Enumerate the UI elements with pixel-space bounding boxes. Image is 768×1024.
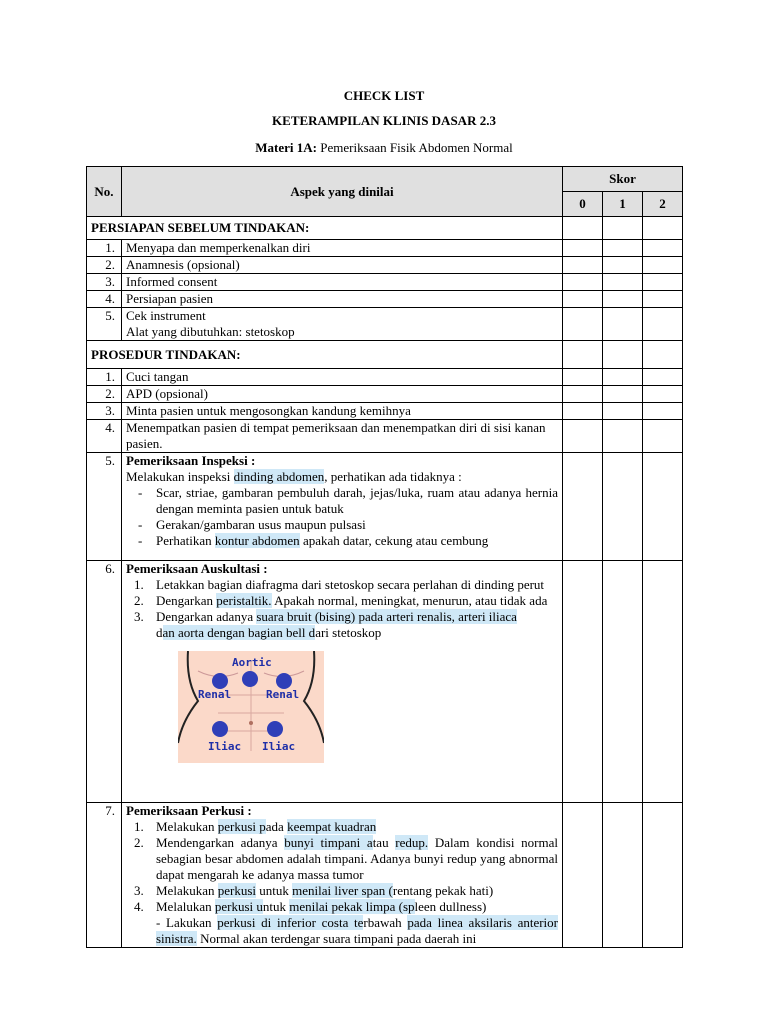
score-cell[interactable] xyxy=(643,217,683,240)
row-number: 1. xyxy=(87,240,122,257)
table-row xyxy=(87,274,683,291)
row-text: Menyapa dan memperkenalkan diri xyxy=(122,240,563,257)
score-cell[interactable] xyxy=(563,420,603,453)
aortic-point xyxy=(242,671,258,687)
highlight-span: perkusi p xyxy=(217,819,266,834)
label-iliac-right: Iliac xyxy=(262,740,296,753)
text-span: Mendengarkan adanya xyxy=(156,835,285,850)
row-text xyxy=(122,308,563,341)
title-keterampilan: KETERAMPILAN KLINIS DASAR 2.3 xyxy=(272,113,496,128)
highlight-span: bunyi timpani a xyxy=(284,835,373,850)
row-text: Informed consent xyxy=(122,274,563,291)
text-span: Melakukan xyxy=(156,819,218,834)
score-cell[interactable] xyxy=(643,274,683,291)
item-number: 3. xyxy=(134,609,144,624)
section-persiapan: PERSIAPAN SEBELUM TINDAKAN: xyxy=(87,217,563,240)
row-number: 7. xyxy=(87,803,122,948)
row-number: 3. xyxy=(87,403,122,420)
table-row-auskultasi xyxy=(87,561,683,803)
highlight-span: redup. xyxy=(395,835,429,850)
inspeksi-item: - Perhatikan kontur abdomen apakah datar, cekung atau cembung xyxy=(138,533,489,548)
perkusi-item xyxy=(126,899,558,915)
text-span: rentang pekak hati) xyxy=(392,883,494,898)
header-no: No. xyxy=(87,167,122,217)
materi-line xyxy=(0,140,768,156)
score-cell[interactable] xyxy=(563,308,603,341)
auskultasi-item xyxy=(126,609,558,641)
score-cell[interactable] xyxy=(643,803,683,948)
inspeksi-content xyxy=(122,453,563,561)
title-check-list: CHECK LIST xyxy=(343,88,425,103)
score-cell[interactable] xyxy=(643,386,683,403)
score-cell[interactable] xyxy=(603,369,643,386)
iliac-right-point xyxy=(267,721,283,737)
highlight-span: menilai pekak limpa (sp xyxy=(289,899,415,914)
inspeksi-item: - Scar, striae, gambaran pembuluh darah, jejas/luka, ruam atau adanya hernia dengan meminta pasien untuk batuk xyxy=(138,485,558,516)
score-cell[interactable] xyxy=(563,403,603,420)
score-cell[interactable] xyxy=(563,341,603,369)
table-row xyxy=(87,240,683,257)
score-cell[interactable] xyxy=(603,308,643,341)
highlight-span: pada linea aksilaris anterior sinistra. xyxy=(156,915,558,946)
score-cell[interactable] xyxy=(643,420,683,453)
checklist-table xyxy=(86,166,683,948)
materi-text: Pemeriksaan Fisik Abdomen Normal xyxy=(320,140,513,155)
text-span: Dengarkan xyxy=(156,593,217,608)
table-row-perkusi xyxy=(87,803,683,948)
score-cell[interactable] xyxy=(563,803,603,948)
row-number: 3. xyxy=(87,274,122,291)
perkusi-subitem xyxy=(126,915,558,947)
score-cell[interactable] xyxy=(603,341,643,369)
row-number: 2. xyxy=(87,386,122,403)
score-cell[interactable] xyxy=(603,257,643,274)
table-row xyxy=(87,369,683,386)
row-number: 4. xyxy=(87,420,122,453)
score-cell[interactable] xyxy=(563,453,603,561)
perkusi-item xyxy=(126,883,558,899)
text-span: Normal akan terdengar suara timpani pada daerah ini xyxy=(196,931,477,946)
text-span: Letakkan bagian diafragma dari stetoskop secara perlahan di dinding perut xyxy=(156,577,545,592)
label-renal-left: Renal xyxy=(198,688,232,701)
highlight-span: suara bruit (bising) pada arteri renalis, arteri iliaca xyxy=(256,609,517,624)
score-cell[interactable] xyxy=(603,274,643,291)
row-number: 5. xyxy=(87,308,122,341)
highlight-span: perkusi xyxy=(217,883,257,898)
header-skor: Skor xyxy=(563,167,683,192)
score-cell[interactable] xyxy=(563,561,603,803)
highlight-span: peristaltik. xyxy=(216,593,272,608)
perkusi-item xyxy=(126,819,558,835)
perkusi-heading: Pemeriksaan Perkusi : xyxy=(126,803,252,818)
row-text-line1: Cek instrument xyxy=(126,308,206,323)
score-cell[interactable] xyxy=(563,291,603,308)
text-span: - Lakukan xyxy=(156,915,218,930)
header-row xyxy=(87,167,683,192)
row-number: 4. xyxy=(87,291,122,308)
row-number: 1. xyxy=(87,369,122,386)
highlight-span: an aorta dengan bagian bell d xyxy=(162,625,316,640)
text-span: apakah datar, cekung atau cembung xyxy=(299,533,489,548)
text-span: Melakukan inspeksi xyxy=(126,469,234,484)
text-span: ari stetoskop xyxy=(315,625,382,640)
row-text: Cuci tangan xyxy=(122,369,563,386)
highlight-span: dinding abdomen xyxy=(233,469,325,484)
auskultasi-content xyxy=(122,561,563,803)
text-span: d xyxy=(156,625,163,640)
header-skor-0: 0 xyxy=(563,192,603,217)
row-number: 2. xyxy=(87,257,122,274)
section-row xyxy=(87,217,683,240)
table-row-inspeksi xyxy=(87,453,683,561)
highlight-span: keempat kuadran xyxy=(287,819,377,834)
perkusi-item xyxy=(126,835,558,883)
section-row xyxy=(87,341,683,369)
inspeksi-heading: Pemeriksaan Inspeksi : xyxy=(126,453,256,468)
text-span: untuk xyxy=(256,883,293,898)
row-text-line2: Alat yang dibutuhkan: stetoskop xyxy=(126,324,295,339)
score-cell[interactable] xyxy=(563,369,603,386)
score-cell[interactable] xyxy=(643,369,683,386)
label-iliac-left: Iliac xyxy=(208,740,242,753)
row-text: Menempatkan pasien di tempat pemeriksaan dan menempatkan diri di sisi kanan pasien. xyxy=(122,420,563,453)
text-span: Dengarkan adanya xyxy=(156,609,257,624)
text-span: leen dullness) xyxy=(414,899,487,914)
materi-label: Materi 1A: xyxy=(255,140,317,155)
text-span: Apakah normal, meningkat, menurun, atau tidak ada xyxy=(271,593,548,608)
score-cell[interactable] xyxy=(603,240,643,257)
highlight-span: perkusi u xyxy=(214,899,263,914)
score-cell[interactable] xyxy=(563,386,603,403)
score-cell[interactable] xyxy=(603,561,643,803)
score-cell[interactable] xyxy=(643,240,683,257)
score-cell[interactable] xyxy=(563,217,603,240)
table-row xyxy=(87,257,683,274)
score-cell[interactable] xyxy=(563,257,603,274)
auskultasi-item xyxy=(126,577,558,593)
score-cell[interactable] xyxy=(643,403,683,420)
item-number: 3. xyxy=(134,883,144,898)
table-row xyxy=(87,420,683,453)
score-cell[interactable] xyxy=(563,240,603,257)
row-text: APD (opsional) xyxy=(122,386,563,403)
highlight-span: perkusi di inferior costa te xyxy=(217,915,364,930)
row-number: 6. xyxy=(87,561,122,803)
row-number: 5. xyxy=(87,453,122,561)
label-aortic: Aortic xyxy=(232,656,272,669)
text-span: ntuk xyxy=(262,899,290,914)
text-span: Scar, striae, gambaran pembuluh darah, jejas/luka, ruam atau adanya hernia dengan meminta pasien untuk batuk xyxy=(156,485,558,516)
auskultasi-heading: Pemeriksaan Auskultasi : xyxy=(126,561,268,576)
score-cell[interactable] xyxy=(603,403,643,420)
label-renal-right: Renal xyxy=(266,688,300,701)
highlight-span: kontur abdomen xyxy=(214,533,300,548)
score-cell[interactable] xyxy=(643,291,683,308)
score-cell[interactable] xyxy=(643,341,683,369)
text-span: Melalukan xyxy=(156,899,215,914)
text-span: Melakukan xyxy=(156,883,218,898)
score-cell[interactable] xyxy=(603,453,643,561)
item-number: 4. xyxy=(134,899,144,914)
highlight-span: menilai liver span ( xyxy=(292,883,393,898)
score-cell[interactable] xyxy=(603,291,643,308)
text-span: , perhatikan ada tidaknya : xyxy=(324,469,462,484)
score-cell[interactable] xyxy=(643,308,683,341)
score-cell[interactable] xyxy=(643,257,683,274)
score-cell[interactable] xyxy=(603,217,643,240)
item-number: 1. xyxy=(134,819,144,834)
header-aspek: Aspek yang dinilai xyxy=(122,167,563,217)
row-text: Persiapan pasien xyxy=(122,291,563,308)
row-text: Minta pasien untuk mengosongkan kandung kemihnya xyxy=(122,403,563,420)
table-row xyxy=(87,403,683,420)
row-text: Anamnesis (opsional) xyxy=(122,257,563,274)
inspeksi-item: - Gerakan/gambaran usus maupun pulsasi xyxy=(138,517,366,532)
header-skor-2: 2 xyxy=(643,192,683,217)
score-cell[interactable] xyxy=(563,274,603,291)
item-number: 2. xyxy=(134,835,144,850)
abdomen-auscultation-diagram xyxy=(178,651,324,763)
score-cell[interactable] xyxy=(603,803,643,948)
perkusi-content xyxy=(122,803,563,948)
item-number: 2. xyxy=(134,593,144,608)
item-number: 1. xyxy=(134,577,144,592)
inspeksi-intro xyxy=(126,469,558,485)
section-prosedur: PROSEDUR TINDAKAN: xyxy=(87,341,563,369)
table-row xyxy=(87,308,683,341)
score-cell[interactable] xyxy=(643,561,683,803)
score-cell[interactable] xyxy=(603,386,643,403)
text-span: Gerakan/gambaran usus maupun pulsasi xyxy=(156,517,366,532)
auskultasi-item xyxy=(126,593,558,609)
table-row xyxy=(87,386,683,403)
text-span: ada xyxy=(265,819,288,834)
score-cell[interactable] xyxy=(643,453,683,561)
text-span: Perhatikan xyxy=(156,533,215,548)
header-skor-1: 1 xyxy=(603,192,643,217)
text-span: tau xyxy=(372,835,396,850)
iliac-left-point xyxy=(212,721,228,737)
text-span: rbawah xyxy=(363,915,408,930)
table-row xyxy=(87,291,683,308)
score-cell[interactable] xyxy=(603,420,643,453)
text-span: Dalam kondisi normal sebagian besar abdomen adalah timpani. Adanya bunyi redup yang abnormal dapat mengarah ke adanya massa tumor xyxy=(156,835,558,882)
